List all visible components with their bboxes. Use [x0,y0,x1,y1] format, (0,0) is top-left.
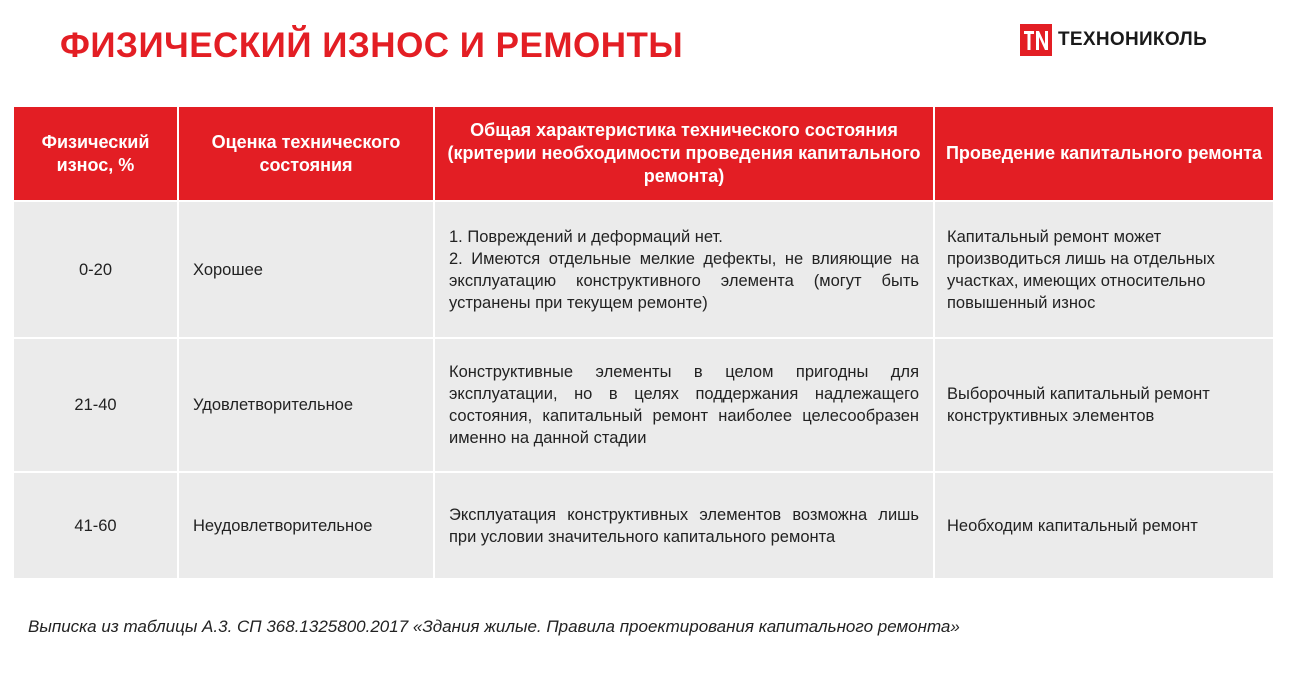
table-row [14,201,1273,338]
header-description: Общая характеристика технического состояния (критерии необходимости проведения капитального ремонта) [434,107,934,201]
cell-description [434,338,934,472]
cell-repair: Капитальный ремонт может производиться лишь на отдельных участках, имеющих относительно повышенный износ [934,201,1273,338]
tn-logo-icon [1020,24,1052,56]
cell-rating: Неудовлетворительное [178,472,434,578]
description-line: 2. Имеются отдельные мелкие дефекты, не влияющие на эксплуатацию конструктивного элемента (могут быть устранены при текущем ремонте) [449,249,919,312]
cell-wear: 21-40 [14,338,178,472]
cell-wear: 0-20 [14,201,178,338]
cell-rating: Удовлетворительное [178,338,434,472]
description-line: Конструктивные элементы в целом пригодны для эксплуатации, но в целях поддержания надлежащего состояния, капитальный ремонт наиболее целесообразен именно на данной стадии [449,363,919,447]
table-row [14,472,1273,578]
brand-logo [1020,24,1207,56]
header-repair: Проведение капитального ремонта [934,107,1273,201]
table-header-row [14,107,1273,201]
source-footnote: Выписка из таблицы А.3. СП 368.1325800.2017 «Здания жилые. Правила проектирования капитального ремонта» [28,617,960,636]
cell-repair: Необходим капитальный ремонт [934,472,1273,578]
wear-table [14,107,1273,578]
brand-name: ТЕХНОНИКОЛЬ [1058,29,1208,50]
description-line: Эксплуатация конструктивных элементов возможна лишь при условии значительного капитального ремонта [449,505,919,546]
cell-description [434,472,934,578]
cell-rating: Хорошее [178,201,434,338]
cell-wear: 41-60 [14,472,178,578]
page-title: ФИЗИЧЕСКИЙ ИЗНОС И РЕМОНТЫ [60,26,684,65]
cell-repair: Выборочный капитальный ремонт конструктивных элементов [934,338,1273,472]
header-rating: Оценка технического состояния [178,107,434,201]
table-row [14,338,1273,472]
header-wear: Физический износ, % [14,107,178,201]
cell-description [434,201,934,338]
description-line: 1. Повреждений и деформаций нет. [449,227,723,246]
